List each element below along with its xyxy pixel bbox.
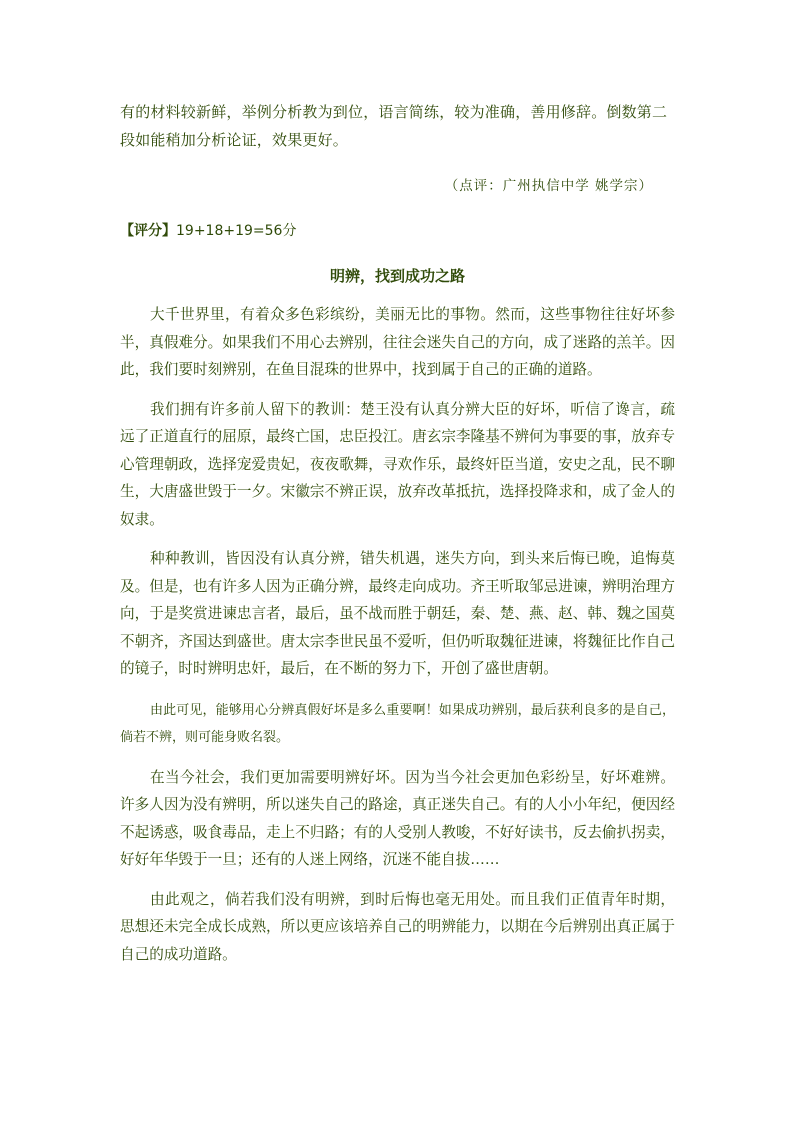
essay-title: 明辨，找到成功之路 [329,267,465,285]
essay-paragraph-3: 种种教训，皆因没有认真分辨，错失机遇，迷失方向，到头来后悔已晚，追悔莫及。但是，也有许多人因为正确分辨，最终走向成功。齐王听取邹忌进谏，辨明治理方向，于是奖赏进谏忠言者，最后，虽不战而胜于朝廷，秦、楚、燕、赵、韩、魏之国莫不朝齐，齐国达到盛世。唐太宗李世民虽不爱听，但仍听取魏征进谏，将魏征比作自己的镜子，时时辨明忠奸，最后，在不断的努力下，开创了盛世唐朝。 [120,550,675,677]
essay-paragraph-2: 我们拥有许多前人留下的教训：楚王没有认真分辨大臣的好坏，听信了谗言，疏远了正道直行的屈原，最终亡国，忠臣投江。唐玄宗李隆基不辨何为事要的事，放弃专心管理朝政，选择宠爱贵妃，夜夜歌舞，寻欢作乐，最终奸臣当道，安史之乱，民不聊生，大唐盛世毁于一夕。宋徽宗不辨正误，放弃改革抵抗，选择投降求和，成了金人的奴隶。 [120,400,675,528]
essay-paragraph-6: 由此观之，倘若我们没有明辨，到时后悔也毫无用处。而且我们正值青年时期，思想还未完全成长成熟，所以更应该培养自己的明辨能力，以期在今后辨别出真正属于自己的成功道路。 [120,890,675,963]
essay-paragraph-4: 由此可见，能够用心分辨真假好坏是多么重要啊！如果成功辨别，最后获利良多的是自己，倘若不辨，则可能身败名裂。 [120,702,675,745]
score-value: 19+18+19=56分 [176,223,297,239]
score-label: 【评分】 [120,223,176,239]
score-line [120,221,675,241]
review-comment: 有的材料较新鲜，举例分析教为到位，语言简练，较为准确，善用修辞。倒数第二段如能稍加分析论证，效果更好。 [120,103,668,149]
review-signature: （点评：广州执信中学 姚学宗） [444,178,653,194]
essay-paragraph-5: 在当今社会，我们更加需要明辨好坏。因为当今社会更加色彩纷呈，好坏难辨。许多人因为没有辨明，所以迷失自己的路途，真正迷失自己。有的人小小年纪，便因经不起诱惑，吸食毒品，走上不归路；有的人受别人教唆，不好好读书，反去偷扒拐卖，好好年华毁于一旦；还有的人迷上网络，沉迷不能自拔…… [120,768,675,868]
document-page [120,98,675,968]
essay-paragraph-1: 大千世界里，有着众多色彩缤纷，美丽无比的事物。然而，这些事物往往好坏参半，真假难分。如果我们不用心去辨别，往往会迷失自己的方向，成了迷路的羔羊。因此，我们要时刻辨别，在鱼目混珠的世界中，找到属于自己的正确的道路。 [120,306,675,378]
